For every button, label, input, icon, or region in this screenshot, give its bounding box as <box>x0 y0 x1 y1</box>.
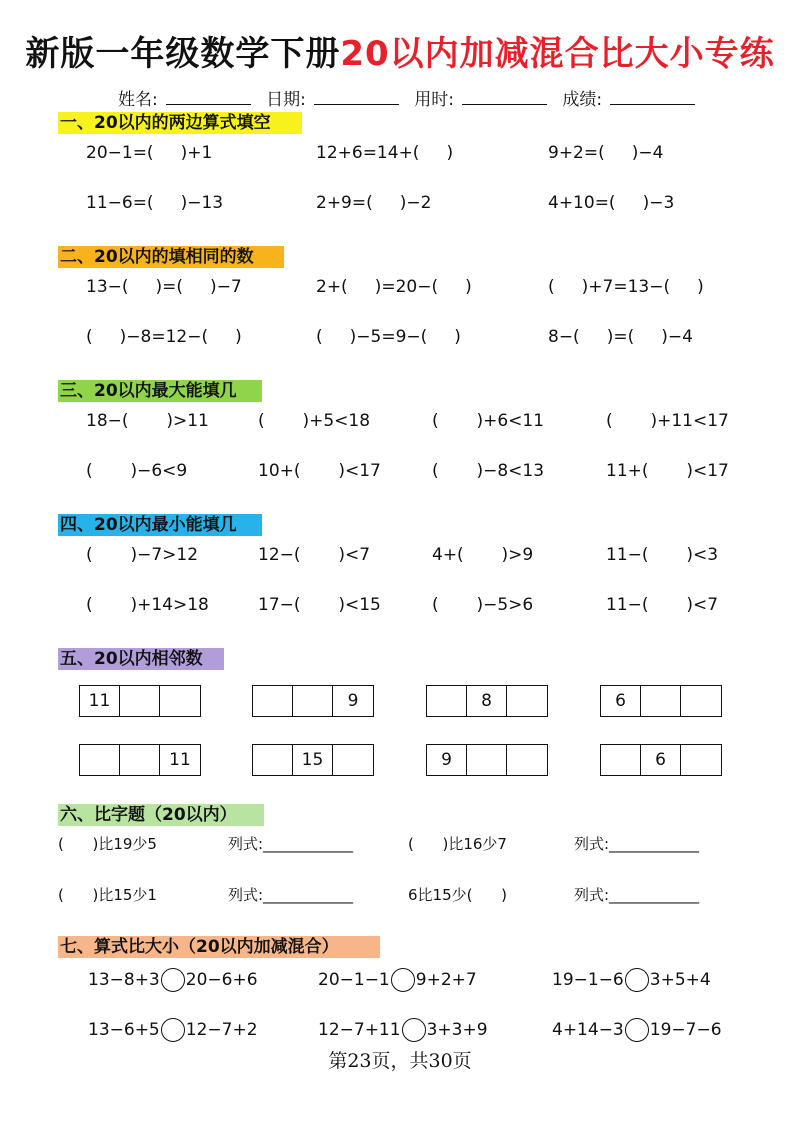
right-expression: 3+3+9 <box>426 1020 488 1040</box>
max-fill-problem[interactable]: ( )−8<13 <box>432 461 545 481</box>
compare-circle[interactable] <box>625 1018 649 1042</box>
adjacent-number-grid <box>79 685 201 717</box>
name-blank[interactable] <box>166 90 251 105</box>
min-fill-problem[interactable]: 4+( )>9 <box>432 545 534 565</box>
adjacent-number-grid <box>600 685 722 717</box>
grid-cell-blank[interactable] <box>681 686 721 716</box>
title-main: 新版一年级数学下册 <box>25 34 341 74</box>
grid-cell-given: 11 <box>80 686 120 716</box>
adjacent-number-grid <box>79 744 201 776</box>
right-expression: 12−7+2 <box>185 1020 258 1040</box>
min-fill-problem[interactable]: 11−( )<7 <box>606 595 719 615</box>
compare-expression <box>88 967 258 993</box>
fill-both-sides-problem[interactable]: 12+6=14+( ) <box>316 143 454 163</box>
equation-blank[interactable]: 列式:____________ <box>574 886 700 904</box>
compare-expression <box>552 967 711 993</box>
grid-cell-blank[interactable] <box>641 686 681 716</box>
same-number-problem[interactable]: ( )+7=13−( ) <box>548 277 704 297</box>
max-fill-problem[interactable]: ( )+11<17 <box>606 411 729 431</box>
min-fill-problem[interactable]: 11−( )<3 <box>606 545 719 565</box>
adjacent-number-grid <box>426 744 548 776</box>
left-expression: 19−1−6 <box>552 970 624 990</box>
same-number-problem[interactable]: ( )−8=12−( ) <box>86 327 242 347</box>
grid-cell-blank[interactable] <box>120 745 160 775</box>
grid-cell-given: 6 <box>641 745 681 775</box>
title-highlight: 20以内加减混合比大小专练 <box>340 34 775 74</box>
fill-both-sides-problem[interactable]: 4+10=( )−3 <box>548 193 675 213</box>
grid-cell-given: 6 <box>601 686 641 716</box>
grid-cell-given: 11 <box>169 750 191 770</box>
same-number-problem[interactable]: 8−( )=( )−4 <box>548 327 693 347</box>
compare-circle[interactable] <box>161 1018 185 1042</box>
min-fill-problem[interactable]: ( )−5>6 <box>432 595 534 615</box>
word-problem[interactable]: 6比15少( ) <box>408 886 507 904</box>
fill-both-sides-problem[interactable]: 11−6=( )−13 <box>86 193 224 213</box>
adjacent-number-grid <box>252 744 374 776</box>
right-expression: 19−7−6 <box>649 1020 722 1040</box>
right-expression: 20−6+6 <box>185 970 258 990</box>
time-label: 用时: <box>414 90 455 110</box>
grid-cell-blank[interactable] <box>681 745 721 775</box>
grid-cell-blank[interactable] <box>120 686 160 716</box>
date-blank[interactable] <box>314 90 399 105</box>
left-expression: 4+14−3 <box>552 1020 624 1040</box>
min-fill-problem[interactable]: 12−( )<7 <box>258 545 371 565</box>
compare-expression <box>552 1017 722 1043</box>
grid-cell-blank[interactable] <box>507 686 547 716</box>
section-header-3: 三、20以内最大能填几 <box>58 380 262 402</box>
max-fill-problem[interactable]: 11+( )<17 <box>606 461 729 481</box>
compare-expression <box>318 1017 488 1043</box>
max-fill-problem[interactable]: 10+( )<17 <box>258 461 381 481</box>
max-fill-problem[interactable]: ( )−6<9 <box>86 461 188 481</box>
name-label: 姓名: <box>118 90 158 110</box>
info-line <box>118 85 705 110</box>
score-label: 成绩: <box>562 90 603 110</box>
grid-cell-given: 9 <box>427 745 467 775</box>
compare-expression <box>88 1017 258 1043</box>
grid-cell-given: 9 <box>347 691 359 711</box>
compare-circle[interactable] <box>161 968 185 992</box>
same-number-problem[interactable]: ( )−5=9−( ) <box>316 327 461 347</box>
fill-both-sides-problem[interactable]: 9+2=( )−4 <box>548 143 664 163</box>
compare-circle[interactable] <box>391 968 415 992</box>
min-fill-problem[interactable]: ( )−7>12 <box>86 545 199 565</box>
grid-cell-blank[interactable] <box>160 686 200 716</box>
compare-expression <box>318 967 477 993</box>
fill-both-sides-problem[interactable]: 20−1=( )+1 <box>86 143 213 163</box>
section-header-2: 二、20以内的填相同的数 <box>58 246 284 268</box>
min-fill-problem[interactable]: 17−( )<15 <box>258 595 381 615</box>
score-blank[interactable] <box>610 90 695 105</box>
grid-cell-blank[interactable] <box>507 745 547 775</box>
word-problem[interactable]: ( )比15少1 <box>58 886 157 904</box>
left-expression: 12−7+11 <box>318 1020 401 1040</box>
grid-cell-blank[interactable] <box>601 745 641 775</box>
word-problem[interactable]: ( )比19少5 <box>58 835 157 853</box>
adjacent-number-grid <box>600 744 722 776</box>
page-title <box>0 26 800 75</box>
equation-blank[interactable]: 列式:____________ <box>574 835 700 853</box>
same-number-problem[interactable]: 13−( )=( )−7 <box>86 277 242 297</box>
max-fill-problem[interactable]: ( )+5<18 <box>258 411 371 431</box>
time-blank[interactable] <box>462 90 547 105</box>
grid-cell-given: 8 <box>467 686 507 716</box>
right-expression: 3+5+4 <box>649 970 711 990</box>
grid-cell-blank[interactable] <box>333 745 373 775</box>
left-expression: 13−6+5 <box>88 1020 160 1040</box>
section-header-4: 四、20以内最小能填几 <box>58 514 262 536</box>
page-footer: 第23页，共30页 <box>328 1050 472 1072</box>
date-label: 日期: <box>266 90 306 110</box>
equation-blank[interactable]: 列式:____________ <box>228 835 354 853</box>
same-number-problem[interactable]: 2+( )=20−( ) <box>316 277 472 297</box>
equation-blank[interactable]: 列式:____________ <box>228 886 354 904</box>
min-fill-problem[interactable]: ( )+14>18 <box>86 595 209 615</box>
adjacent-number-grid <box>426 685 548 717</box>
left-expression: 20−1−1 <box>318 970 390 990</box>
adjacent-number-grid <box>252 685 374 717</box>
section-header-6: 六、比字题（20以内） <box>58 804 264 826</box>
section-header-1: 一、20以内的两边算式填空 <box>58 112 302 134</box>
section-header-5: 五、20以内相邻数 <box>58 648 224 670</box>
fill-both-sides-problem[interactable]: 2+9=( )−2 <box>316 193 432 213</box>
grid-cell-given: 15 <box>293 745 333 775</box>
grid-cell-blank[interactable] <box>253 686 293 716</box>
word-problem[interactable]: ( )比16少7 <box>408 835 507 853</box>
compare-circle[interactable] <box>625 968 649 992</box>
max-fill-problem[interactable]: 18−( )>11 <box>86 411 209 431</box>
section-header-7: 七、算式比大小（20以内加减混合） <box>58 936 380 958</box>
left-expression: 13−8+3 <box>88 970 160 990</box>
grid-cell-blank[interactable] <box>467 745 507 775</box>
grid-cell-blank[interactable] <box>253 745 293 775</box>
right-expression: 9+2+7 <box>415 970 477 990</box>
grid-cell-blank[interactable] <box>427 686 467 716</box>
compare-circle[interactable] <box>402 1018 426 1042</box>
grid-cell-blank[interactable] <box>80 745 120 775</box>
grid-cell-blank[interactable] <box>293 686 333 716</box>
max-fill-problem[interactable]: ( )+6<11 <box>432 411 545 431</box>
